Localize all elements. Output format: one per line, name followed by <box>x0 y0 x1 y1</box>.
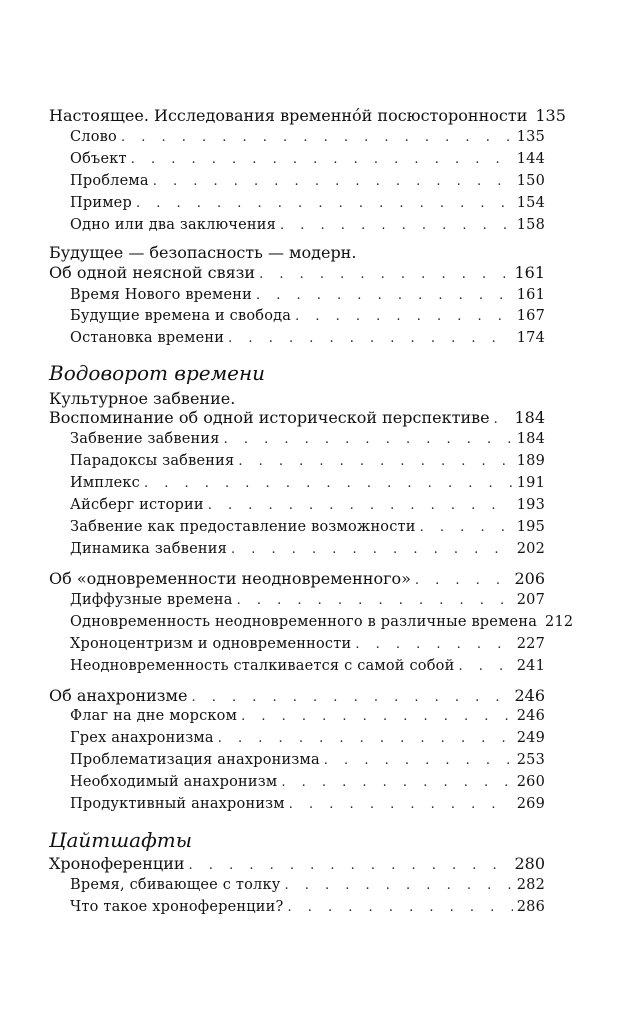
toc-subentry <box>70 497 545 513</box>
toc-subentry <box>70 151 545 167</box>
entry-title: Хроноцентризм и одновременности <box>70 636 352 652</box>
entry-title: Динамика забвения <box>70 541 227 557</box>
entry-page: 135 <box>516 129 545 145</box>
section-heading: Цайтшафты <box>49 828 192 852</box>
entry-title: Остановка времени <box>70 330 225 346</box>
entry-title: Флаг на дне морском <box>70 708 238 724</box>
entry-title: Забвение забвения <box>70 431 220 447</box>
toc-subentry <box>70 658 545 674</box>
dot-leader <box>228 331 513 346</box>
entry-page: 154 <box>516 195 545 211</box>
toc-entry <box>49 408 545 427</box>
dot-leader <box>121 130 513 145</box>
entry-page: 167 <box>516 308 545 324</box>
entry-title: Неодновременность сталкивается с самой собой <box>70 658 455 674</box>
dot-leader <box>256 288 513 303</box>
entry-title: Проблема <box>70 173 149 189</box>
dot-leader <box>189 858 511 873</box>
entry-page: 158 <box>516 217 545 233</box>
entry-page: 184 <box>514 408 545 427</box>
dot-leader <box>281 775 512 790</box>
entry-page: 260 <box>516 774 545 790</box>
toc-subentry <box>70 774 545 790</box>
dot-leader <box>458 659 512 674</box>
entry-page: 150 <box>516 173 545 189</box>
entry-page: 269 <box>516 796 545 812</box>
entry-page: 282 <box>516 877 545 893</box>
entry-title: Об анахронизме <box>49 686 188 705</box>
entry-title: Время Нового времени <box>70 287 252 303</box>
dot-leader <box>224 432 513 447</box>
toc-entry <box>49 854 545 873</box>
entry-page: 253 <box>516 752 545 768</box>
entry-title-line: Будущее — безопасность — модерн. <box>49 243 357 262</box>
entry-title: Забвение как предоставление возможности <box>70 519 416 535</box>
toc-subentry <box>70 195 545 211</box>
toc-subentry <box>70 308 545 324</box>
dot-leader <box>415 573 511 588</box>
entry-title: Диффузные времена <box>70 592 233 608</box>
dot-leader <box>295 309 513 324</box>
entry-page: 135 <box>535 106 566 125</box>
toc-subentry <box>70 796 545 812</box>
dot-leader <box>153 174 513 189</box>
entry-page: 161 <box>514 263 545 282</box>
dot-leader <box>355 637 512 652</box>
toc-subentry <box>70 453 545 469</box>
entry-title: Айсберг истории <box>70 497 204 513</box>
entry-title-line: Культурное забвение. <box>49 389 236 408</box>
dot-leader <box>259 267 510 282</box>
entry-page: 280 <box>514 854 545 873</box>
entry-page: 174 <box>516 330 545 346</box>
toc-subentry <box>70 475 545 491</box>
toc-entry <box>49 686 545 705</box>
entry-title: Необходимый анахронизм <box>70 774 278 790</box>
entry-page: 249 <box>516 730 545 746</box>
dot-leader <box>324 753 513 768</box>
toc-subentry <box>70 752 545 768</box>
toc-entry <box>49 106 566 125</box>
entry-title: Объект <box>70 151 127 167</box>
entry-title: Одновременность неодновременного в различные времена <box>70 614 538 630</box>
entry-title: Грех анахронизма <box>70 730 214 746</box>
entry-title: Пример <box>70 195 132 211</box>
toc-subentry <box>70 431 545 447</box>
dot-leader <box>288 900 513 915</box>
entry-page: 184 <box>516 431 545 447</box>
dot-leader <box>218 731 513 746</box>
toc-subentry <box>70 730 545 746</box>
entry-page: 286 <box>516 899 545 915</box>
toc-subentry <box>70 541 545 557</box>
toc-subentry <box>70 217 545 233</box>
dot-leader <box>131 152 513 167</box>
toc-entry <box>49 569 545 588</box>
toc-subentry <box>70 636 545 652</box>
entry-title: Слово <box>70 129 117 145</box>
entry-page: 207 <box>516 592 545 608</box>
entry-page: 161 <box>516 287 545 303</box>
toc-subentry <box>70 287 545 303</box>
entry-title: Время, сбивающее с толку <box>70 877 281 893</box>
toc-entry <box>49 263 545 282</box>
toc-subentry <box>70 129 545 145</box>
entry-title: Будущие времена и свобода <box>70 308 292 324</box>
dot-leader <box>237 593 513 608</box>
entry-page: 189 <box>516 453 545 469</box>
toc-subentry <box>70 519 545 535</box>
toc-subentry <box>70 877 545 893</box>
dot-leader <box>280 218 513 233</box>
entry-page: 212 <box>545 614 574 630</box>
entry-page: 227 <box>516 636 545 652</box>
entry-page: 246 <box>514 686 545 705</box>
entry-title: Об «одновременности неодновременного» <box>49 569 411 588</box>
dot-leader <box>241 709 513 724</box>
entry-page: 144 <box>516 151 545 167</box>
entry-page: 206 <box>514 569 545 588</box>
entry-page: 193 <box>516 497 545 513</box>
toc-subentry <box>70 330 545 346</box>
dot-leader <box>420 520 513 535</box>
toc-subentry <box>70 592 545 608</box>
toc-subentry <box>70 173 545 189</box>
entry-title: Хроноференции <box>49 854 185 873</box>
dot-leader <box>208 498 513 513</box>
section-heading: Водоворот времени <box>49 361 266 385</box>
dot-leader <box>494 412 511 427</box>
entry-title: Продуктивный анахронизм <box>70 796 285 812</box>
toc-subentry <box>70 899 545 915</box>
entry-title: Парадоксы забвения <box>70 453 235 469</box>
entry-title: Проблематизация анахронизма <box>70 752 320 768</box>
dot-leader <box>144 476 513 491</box>
entry-title: Одно или два заключения <box>70 217 277 233</box>
toc-subentry <box>70 614 574 630</box>
entry-title: Воспоминание об одной исторической перспективе <box>49 408 490 427</box>
entry-page: 246 <box>516 708 545 724</box>
dot-leader <box>289 797 513 812</box>
entry-title: Что такое хроноференции? <box>70 899 284 915</box>
entry-title: Об одной неясной связи <box>49 263 256 282</box>
entry-title: Имплекс <box>70 475 140 491</box>
dot-leader <box>231 542 513 557</box>
entry-title: Настоящее. Исследования временно́й посюсторонности <box>49 106 528 125</box>
dot-leader <box>284 878 512 893</box>
dot-leader <box>238 454 512 469</box>
entry-page: 191 <box>516 475 545 491</box>
entry-page: 202 <box>516 541 545 557</box>
dot-leader <box>191 690 510 705</box>
dot-leader <box>136 196 513 211</box>
entry-page: 241 <box>516 658 545 674</box>
entry-page: 195 <box>516 519 545 535</box>
toc-subentry <box>70 708 545 724</box>
